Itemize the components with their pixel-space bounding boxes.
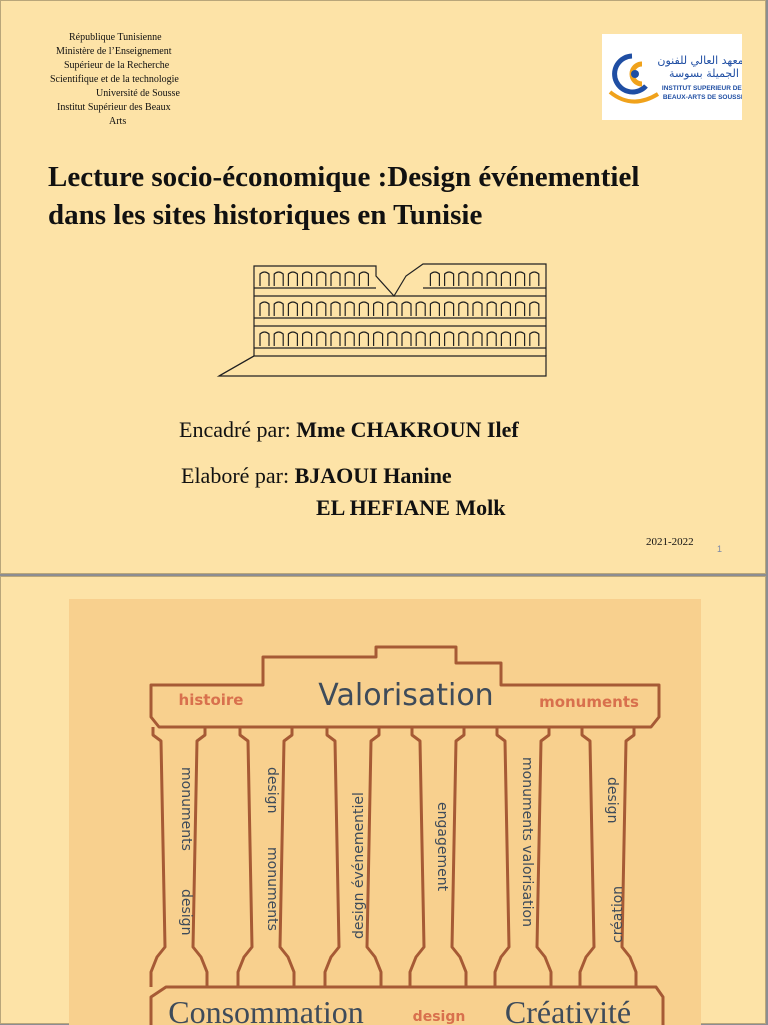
ministry-header [41, 31, 231, 129]
arch-mark [260, 332, 269, 346]
arch-mark [516, 332, 525, 346]
base-right-word: Créativité [504, 994, 632, 1025]
logo-latin-line: BEAUX-ARTS DE SOUSSE [662, 94, 742, 101]
academic-year: 2021-2022 [646, 536, 694, 548]
arch-mark [288, 302, 297, 316]
arch-mark [445, 332, 454, 346]
colosseum-icon [216, 256, 556, 386]
arch-mark [487, 332, 496, 346]
arch-mark [331, 332, 340, 346]
pediment-center-word: Valorisation [318, 678, 494, 713]
ministry-line: Université de Sousse [96, 88, 180, 99]
column-word: design [604, 777, 620, 824]
arch-mark [445, 302, 454, 316]
arch-mark [388, 302, 397, 316]
arch-mark [303, 272, 312, 286]
arch-mark [430, 272, 439, 286]
arch-mark [274, 302, 283, 316]
arch-mark [402, 332, 411, 346]
arch-mark [402, 302, 411, 316]
arch-mark [501, 332, 510, 346]
ministry-line: Institut Supérieur des Beaux [57, 102, 171, 113]
column-word: design [178, 889, 194, 936]
column-outline [580, 727, 636, 987]
supervised-label: Encadré par: [179, 417, 291, 442]
arch-mark [317, 272, 326, 286]
arch-mark [487, 302, 496, 316]
base-center-word: design [412, 1009, 466, 1025]
ministry-line: Arts [109, 116, 127, 127]
supervisor-line [179, 417, 519, 443]
ministry-line: Ministère de l’Enseignement [56, 46, 172, 57]
logo-arabic-line: الجميلة بسوسة [669, 67, 739, 80]
arch-mark [317, 332, 326, 346]
pediment-right-word: monuments [539, 693, 639, 711]
ministry-line: Scientifique et de la technologie [50, 74, 179, 85]
arch-mark [288, 332, 297, 346]
arch-mark [501, 302, 510, 316]
arch-mark [530, 272, 539, 286]
arch-mark [345, 302, 354, 316]
arch-mark [530, 302, 539, 316]
column-word: création [610, 885, 626, 943]
arch-mark [473, 332, 482, 346]
arch-mark [445, 272, 454, 286]
arch-mark [459, 332, 468, 346]
temple-diagram [1, 577, 767, 1025]
arch-mark [473, 302, 482, 316]
arch-mark [374, 332, 383, 346]
arch-mark [345, 332, 354, 346]
ministry-line: République Tunisienne [69, 32, 162, 43]
arch-mark [530, 332, 539, 346]
arch-mark [359, 302, 368, 316]
arch-mark [516, 272, 525, 286]
arch-mark [416, 302, 425, 316]
arch-mark [288, 272, 297, 286]
page-number: 1 [717, 544, 723, 554]
arch-mark [374, 302, 383, 316]
arch-mark [317, 302, 326, 316]
author-name: EL HEFIANE Molk [316, 495, 506, 520]
title-line: Lecture socio-économique :Design événementiel [48, 161, 640, 193]
page-title [48, 158, 758, 234]
arch-mark [459, 272, 468, 286]
arch-mark [274, 272, 283, 286]
column-word: design [264, 767, 280, 814]
arch-mark [459, 302, 468, 316]
arch-mark [473, 272, 482, 286]
arch-mark [260, 302, 269, 316]
arch-mark [388, 332, 397, 346]
column-word: monuments [178, 767, 194, 851]
institute-logo [602, 34, 742, 120]
title-line: dans les sites historiques en Tunisie [48, 199, 483, 231]
column-word: design événementiel [351, 792, 367, 939]
ministry-line: Supérieur de la Recherche [64, 60, 170, 71]
arch-mark [303, 332, 312, 346]
arch-mark [345, 272, 354, 286]
arch-mark [260, 272, 269, 286]
authors-line-2 [316, 495, 505, 521]
column-word: monuments valorisation [519, 757, 535, 927]
arch-mark [516, 302, 525, 316]
arch-mark [274, 332, 283, 346]
logo-swirl-icon [610, 56, 658, 102]
arch-mark [430, 332, 439, 346]
arch-mark [430, 302, 439, 316]
supervisor-name: Mme CHAKROUN Ilef [296, 417, 519, 442]
concept-slide [0, 576, 766, 1024]
author-name: BJAOUI Hanine [294, 463, 452, 488]
arch-mark [331, 272, 340, 286]
arch-mark [501, 272, 510, 286]
arch-mark [416, 332, 425, 346]
arch-mark [359, 272, 368, 286]
pediment-left-word: histoire [178, 691, 244, 709]
prepared-label: Elaboré par: [181, 463, 290, 488]
logo-arabic-line: المعهد العالي للفنون [657, 54, 742, 67]
logo-latin-line: INSTITUT SUPERIEUR DES [661, 85, 742, 92]
base-left-word: Consommation [168, 994, 364, 1025]
arch-mark [359, 332, 368, 346]
column-outline [151, 727, 207, 987]
authors-line [181, 463, 452, 489]
arch-mark [487, 272, 496, 286]
arch-mark [331, 302, 340, 316]
column-word: monuments [264, 847, 280, 931]
arch-mark [303, 302, 312, 316]
column-word: engagement [434, 802, 450, 892]
